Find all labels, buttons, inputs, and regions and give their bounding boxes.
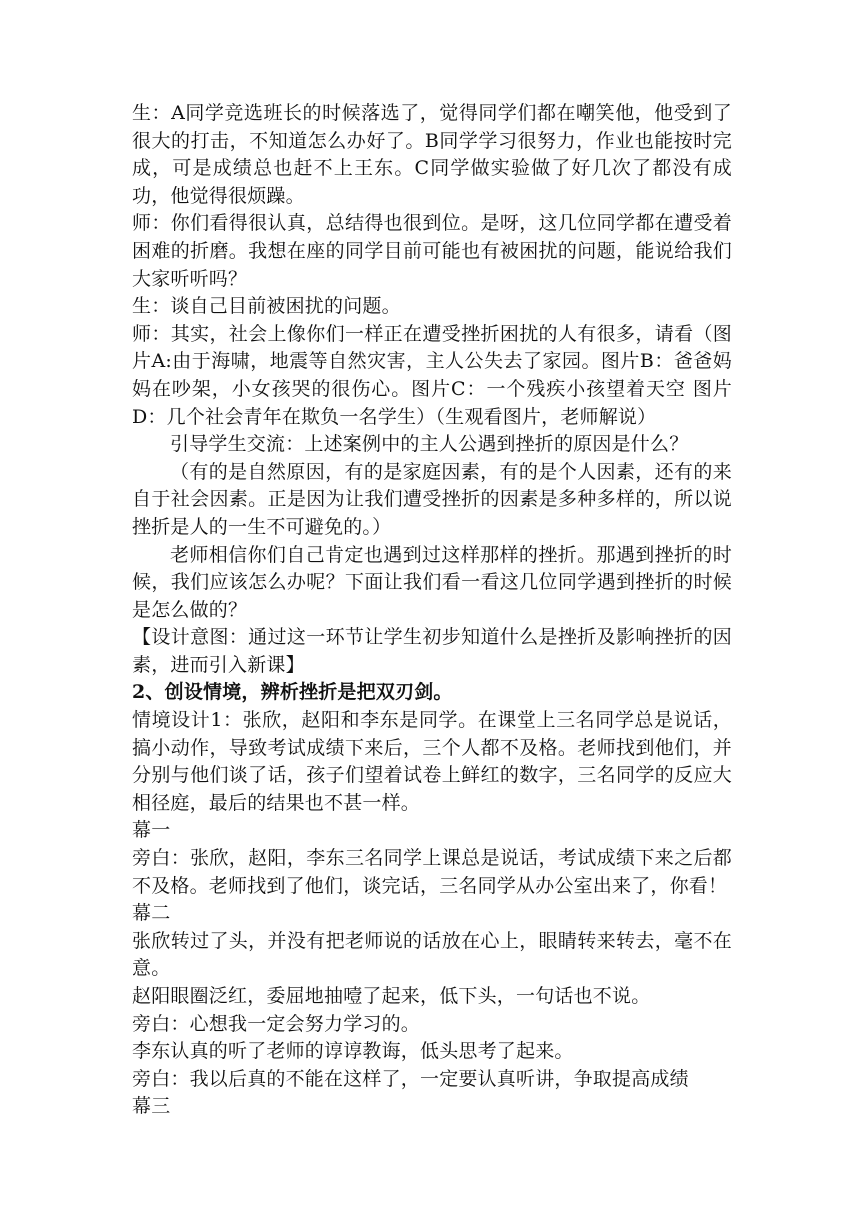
paragraph-narration-three: 旁白：我以后真的不能在这样了，一定要认真听讲，争取提高成绩: [132, 1067, 689, 1090]
paragraph-zhaoyang: 赵阳眼圈泛红，委屈地抽噎了起来，低下头，一句话也不说。: [132, 985, 651, 1007]
scene-two-label: 幕二: [132, 902, 171, 925]
section-heading: 2、创设情境，辨析挫折是把双刃剑。: [132, 681, 453, 704]
paragraph-guide-discussion: 引导学生交流：上述案例中的主人公遇到挫折的原因是什么？: [170, 433, 689, 456]
paragraph-narration-one: 旁白：张欣，赵阳，李东三名同学上课总是说话，考试成绩下来之后都不及格。老师找到了他们，谈完话，三名同学从办公室出来了，你看！: [132, 847, 732, 897]
paragraph-teacher-transition: 老师相信你们自己肯定也遇到过这样那样的挫折。那遇到挫折的时候，我们应该怎么办呢？下面让我们看一看这几位同学遇到挫折的时候是怎么做的？: [132, 543, 732, 621]
paragraph-teacher-pictures: 师：其实，社会上像你们一样正在遭受挫折困扰的人有很多，请看（图片A:由于海啸，地震等自然灾害，主人公失去了家园。图片B：爸爸妈妈在吵架，小女孩哭的很伤心。图片C：一个残疾小孩望着天空 图片D：几个社会青年在欺负一名学生）（生观看图片，老师解说）: [132, 322, 732, 428]
paragraph-narration-two: 旁白：心想我一定会努力学习的。: [132, 1012, 421, 1035]
paragraph-student-answer: 生：A同学竞选班长的时候落选了，觉得同学们都在嘲笑他，他受到了很大的打击，不知道怎么办好了。B同学学习很努力，作业也能按时完成，可是成绩总也赶不上王东。C同学做实验做了好几次了都没有成功，他觉得很烦躁。: [132, 102, 732, 207]
paragraph-design-intent: 【设计意图：通过这一环节让学生初步知道什么是挫折及影响挫折的因素，进而引入新课】: [132, 626, 732, 676]
paragraph-causes: （有的是自然原因，有的是家庭因素，有的是个人因素，还有的来自于社会因素。正是因为让我们遭受挫折的因素是多种多样的，所以说挫折是人的一生不可避免的。）: [132, 460, 732, 538]
paragraph-student-talk: 生：谈自己目前被困扰的问题。: [132, 295, 401, 318]
document-page: [132, 100, 732, 1121]
scene-three-label: 幕三: [132, 1095, 171, 1118]
scene-one-label: 幕一: [132, 819, 171, 842]
paragraph-lidong: 李东认真的听了老师的谆谆教诲，低头思考了起来。: [132, 1040, 574, 1063]
paragraph-scenario-design: 情境设计1：张欣，赵阳和李东是同学。在课堂上三名同学总是说话，搞小动作，导致考试成绩下来后，三个人都不及格。老师找到他们，并分别与他们谈了话，孩子们望着试卷上鲜红的数字，三名同学的反应大相径庭，最后的结果也不甚一样。: [132, 709, 732, 814]
paragraph-zhangxin: 张欣转过了头，并没有把老师说的话放在心上，眼睛转来转去，毫不在意。: [132, 929, 732, 980]
paragraph-teacher-comment: 师：你们看得很认真，总结得也很到位。是呀，这几位同学都在遭受着困难的折磨。我想在座的同学目前可能也有被困扰的问题，能说给我们大家听听吗？: [132, 212, 732, 290]
